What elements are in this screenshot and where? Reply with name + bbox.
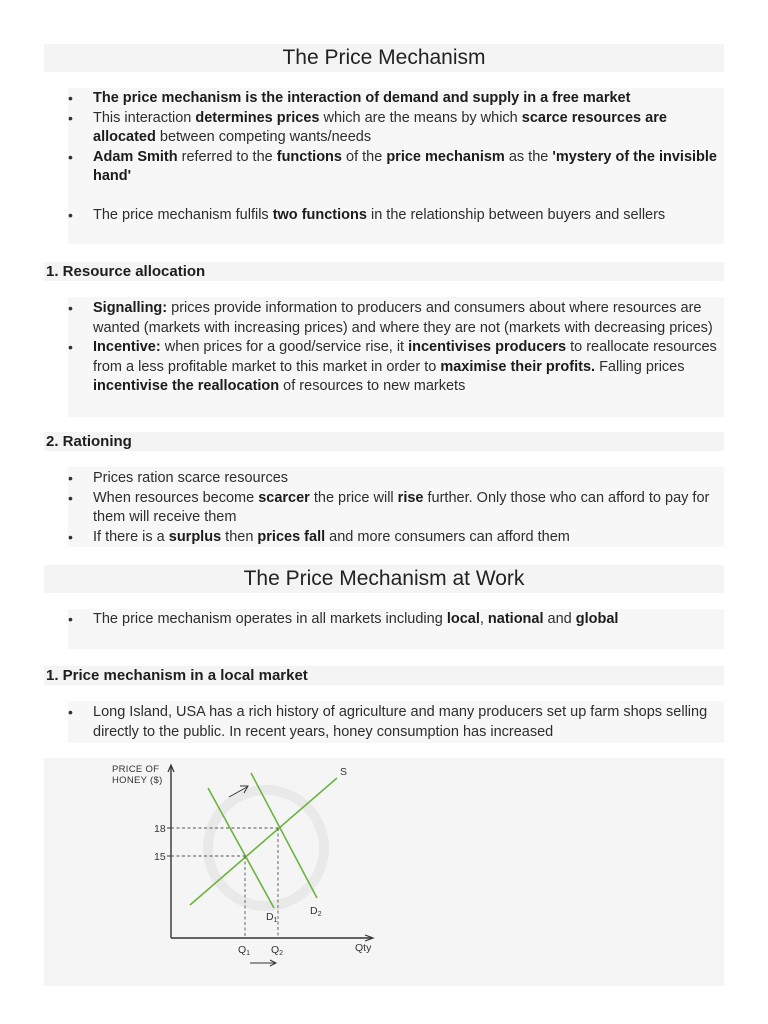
curve-d1	[208, 788, 274, 908]
list-item: • The price mechanism fulfils two functions in the relationship between buyers and sellers	[68, 206, 724, 226]
x-axis-label: Qty	[355, 942, 372, 954]
y-tick-label: 18	[154, 823, 166, 835]
series-label-d1: D1	[266, 911, 278, 924]
list-item: • Incentive: when prices for a good/service rise, it incentivises producers to reallocate resources from a less profitable market to this market in order to maximise their profits. Falling prices incentivise the reallocation of resources to new markets	[68, 338, 724, 397]
x-tick-label: Q1	[238, 944, 251, 957]
honey-supply-demand-chart	[44, 758, 724, 986]
list-item: • Long Island, USA has a rich history of agriculture and many producers set up farm shops selling directly to the public. In recent years, honey consumption has increased	[68, 703, 724, 742]
resource-allocation-panel	[68, 297, 724, 417]
series-label-d2: D2	[310, 905, 322, 918]
y-axis-label: PRICE OF	[112, 764, 160, 775]
intro-panel	[68, 88, 724, 244]
heading-local-market: 1. Price mechanism in a local market	[44, 666, 724, 685]
quantity-shift-arrow-icon	[250, 960, 276, 966]
list-item: • The price mechanism is the interaction of demand and supply in a free market	[68, 89, 724, 109]
list-item: • The price mechanism operates in all markets including local, national and global	[68, 610, 724, 630]
list-item: • Signalling: prices provide information to producers and consumers about where resources are wanted (markets with increasing prices) and where they are not (markets with decreasing prices)	[68, 299, 724, 338]
x-tick-label: Q2	[271, 944, 284, 957]
list-item: • This interaction determines prices which are the means by which scarce resources are allocated between competing wants/needs	[68, 109, 724, 148]
list-item: • If there is a surplus then prices fall and more consumers can afford them	[68, 528, 724, 548]
list-item: • Adam Smith referred to the functions of the price mechanism as the 'mystery of the invisible hand'	[68, 148, 724, 187]
list-item: • When resources become scarcer the price will rise further. Only those who can afford to pay for them will receive them	[68, 489, 724, 528]
heading-rationing: 2. Rationing	[44, 432, 724, 451]
honey-chart-panel	[44, 758, 724, 986]
list-item: • Prices ration scarce resources	[68, 469, 724, 489]
local-market-panel	[68, 701, 724, 743]
watermark-circle	[208, 790, 324, 906]
series-label-s: S	[340, 766, 348, 778]
y-tick-label: 15	[154, 851, 166, 863]
heading-resource-allocation: 1. Resource allocation	[44, 262, 724, 281]
rationing-panel	[68, 467, 724, 547]
section-title-price-mechanism-at-work: The Price Mechanism at Work	[44, 565, 724, 593]
y-axis-label: HONEY ($)	[112, 775, 163, 786]
section-title-price-mechanism: The Price Mechanism	[44, 44, 724, 72]
at-work-panel	[68, 609, 724, 649]
